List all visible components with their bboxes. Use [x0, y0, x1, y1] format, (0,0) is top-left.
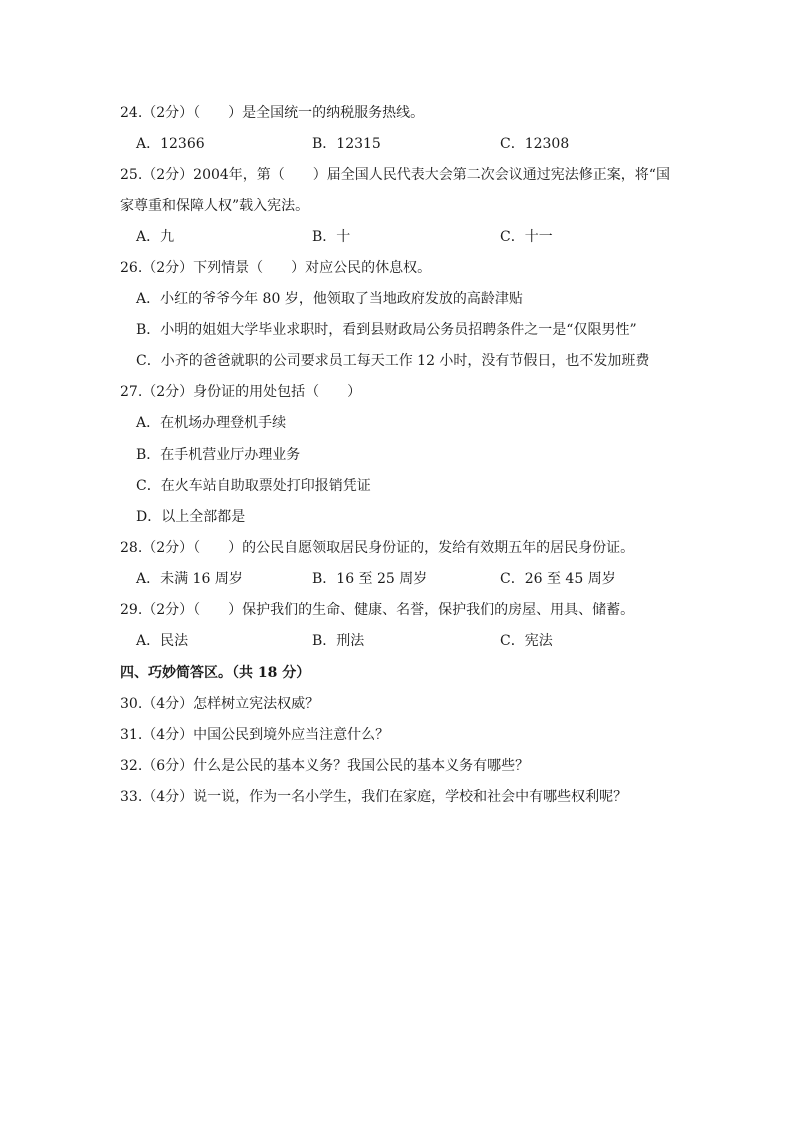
question-28-option-c: C．26 至 45 周岁: [500, 571, 616, 587]
question-25-stem-line2: 家尊重和保障人权”载入宪法。: [120, 198, 310, 214]
question-28-option-b: B．16 至 25 周岁: [312, 571, 428, 587]
question-25-option-c: C．十一: [500, 229, 553, 245]
question-26-option-a: A．小红的爷爷今年 80 岁，他领取了当地政府发放的高龄津贴: [136, 291, 523, 307]
section-4-title: 四、巧妙简答区。（共 18 分）: [120, 665, 311, 681]
question-27-option-c: C．在火车站自助取票处打印报销凭证: [136, 478, 371, 494]
question-24-option-c: C．12308: [500, 136, 570, 152]
question-25-option-b: B．十: [312, 229, 351, 245]
question-25-option-a: A．九: [136, 229, 175, 245]
question-32: 32.（6分）什么是公民的基本义务？我国公民的基本义务有哪些？: [120, 758, 530, 774]
question-25-stem-line1: 25.（2分）2004年，第（ ）届全国人民代表大会第二次会议通过宪法修正案，将“国: [120, 167, 670, 183]
question-27-option-a: A．在机场办理登机手续: [136, 415, 287, 431]
question-27-option-d: D．以上全部都是: [136, 509, 246, 525]
question-26-stem: 26.（2分）下列情景（ ）对应公民的休息权。: [120, 260, 432, 276]
question-30: 30.（4分）怎样树立宪法权威？: [120, 696, 320, 712]
question-29-option-a: A．民法: [136, 633, 189, 649]
question-28-option-a: A．未满 16 周岁: [136, 571, 243, 587]
question-31: 31.（4分）中国公民到境外应当注意什么？: [120, 727, 390, 743]
question-29-option-c: C．宪法: [500, 633, 553, 649]
question-27-option-b: B．在手机营业厅办理业务: [136, 447, 301, 463]
question-26-option-c: C．小齐的爸爸就职的公司要求员工每天工作 12 小时，没有节假日，也不发加班费: [136, 353, 650, 369]
question-27-stem: 27.（2分）身份证的用处包括（ ）: [120, 384, 362, 400]
question-24-option-a: A．12366: [136, 136, 205, 152]
question-26-option-b: B．小明的姐姐大学毕业求职时，看到县财政局公务员招聘条件之一是“仅限男性”: [136, 322, 637, 338]
question-29-option-b: B．刑法: [312, 633, 365, 649]
question-33: 33.（4分）说一说，作为一名小学生，我们在家庭，学校和社会中有哪些权利呢？: [120, 789, 628, 805]
question-29-stem: 29.（2分）（ ）保护我们的生命、健康、名誉，保护我们的房屋、用具、储蓄。: [120, 602, 635, 618]
question-24-stem: 24.（2分）（ ）是全国统一的纳税服务热线。: [120, 105, 425, 121]
question-24-option-b: B．12315: [312, 136, 381, 152]
question-28-stem: 28.（2分）（ ）的公民自愿领取居民身份证的，发给有效期五年的居民身份证。: [120, 540, 635, 556]
